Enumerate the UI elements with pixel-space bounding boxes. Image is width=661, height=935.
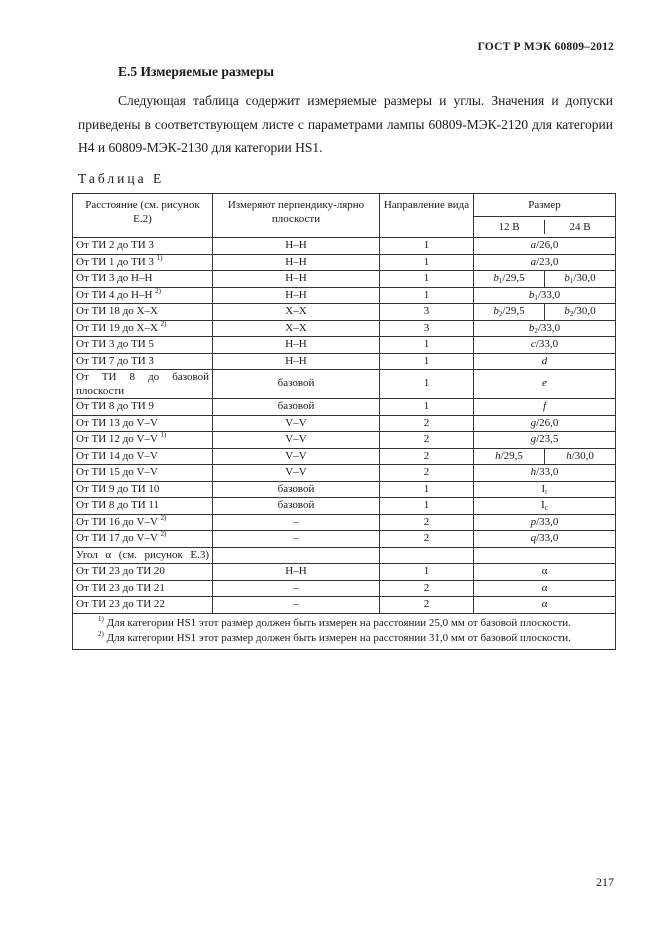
document-header: ГОСТ Р МЭК 60809–2012 bbox=[477, 41, 614, 53]
table-row bbox=[73, 432, 616, 449]
header-voltage bbox=[474, 217, 616, 238]
header-12v: 12 В bbox=[474, 220, 545, 234]
table-row bbox=[73, 399, 616, 416]
cell-view: 2 bbox=[380, 465, 474, 482]
header-size: Размер bbox=[474, 194, 616, 217]
cell-plane: V–V bbox=[213, 448, 380, 465]
cell-size bbox=[474, 271, 616, 288]
header-24v: 24 В bbox=[569, 221, 591, 233]
table-row bbox=[73, 370, 616, 399]
cell-distance: От ТИ 1 до ТИ 3 $^{1)}$ bbox=[73, 254, 213, 271]
cell-plane: V–V bbox=[213, 432, 380, 449]
cell-plane: Н–Н bbox=[213, 564, 380, 581]
cell-distance: От ТИ 8 до ТИ 9 bbox=[73, 399, 213, 416]
cell-view: 1 bbox=[380, 498, 474, 515]
cell-plane: Н–Н bbox=[213, 254, 380, 271]
cell-size: α bbox=[474, 597, 616, 614]
table-row bbox=[73, 597, 616, 614]
cell-view: 2 bbox=[380, 432, 474, 449]
cell-size-12v: $b_1/29,5$ bbox=[474, 271, 545, 287]
cell-size: q/33,0 bbox=[474, 531, 616, 548]
cell-distance: От ТИ 12 до V–V $^{1)}$ bbox=[73, 432, 213, 449]
cell-plane: базовой bbox=[213, 481, 380, 498]
page-number: 217 bbox=[596, 875, 614, 889]
cell-view: 3 bbox=[380, 304, 474, 321]
cell-size: a/23,0 bbox=[474, 254, 616, 271]
cell-view: 2 bbox=[380, 531, 474, 548]
table-footnotes bbox=[73, 613, 616, 649]
cell-distance: От ТИ 13 до V–V bbox=[73, 415, 213, 432]
cell-size bbox=[474, 304, 616, 321]
table-row bbox=[73, 481, 616, 498]
table-row bbox=[73, 238, 616, 255]
cell-distance: От ТИ 15 до V–V bbox=[73, 465, 213, 482]
cell-plane: – bbox=[213, 531, 380, 548]
table-row bbox=[73, 353, 616, 370]
cell-size: c/33,0 bbox=[474, 337, 616, 354]
table-row bbox=[73, 320, 616, 337]
cell-view: 1 bbox=[380, 353, 474, 370]
cell-plane: Н–Н bbox=[213, 353, 380, 370]
cell-plane: Н–Н bbox=[213, 337, 380, 354]
cell-size: α bbox=[474, 580, 616, 597]
cell-view: 1 bbox=[380, 337, 474, 354]
table-row bbox=[73, 254, 616, 271]
cell-view: 1 bbox=[380, 564, 474, 581]
intro-paragraph: Следующая таблица содержит измеряемые размеры и углы. Значения и допуски приведены в соответствующем листе с параметрами лампы 60809-МЭК-2120 для категории Н4 и 60809-МЭК-2130 для категории HS1. bbox=[78, 93, 613, 155]
cell-view: 2 bbox=[380, 514, 474, 531]
cell-view: 1 bbox=[380, 287, 474, 304]
cell-size-24v: h/30,0 bbox=[566, 449, 594, 462]
cell-plane: Н–Н bbox=[213, 238, 380, 255]
table-row bbox=[73, 304, 616, 321]
table-row bbox=[73, 547, 616, 564]
header-distance: Расстояние (см. рисунок Е.2) bbox=[73, 194, 213, 238]
header-perpendicular: Измеряют перпендику-лярно плоскости bbox=[213, 194, 380, 238]
cell-size: e bbox=[474, 370, 616, 399]
cell-distance: От ТИ 23 до ТИ 22 bbox=[73, 597, 213, 614]
cell-plane: – bbox=[213, 597, 380, 614]
cell-size bbox=[474, 547, 616, 564]
footnote-2: $^{2)}$ Для категории HS1 этот размер должен быть измерен на расстоянии 31,0 мм от базовой плоскости. bbox=[98, 629, 571, 644]
cell-plane: Н–Н bbox=[213, 271, 380, 288]
cell-view: 1 bbox=[380, 399, 474, 416]
cell-distance: От ТИ 14 до V–V bbox=[73, 448, 213, 465]
cell-size: α bbox=[474, 564, 616, 581]
cell-distance: От ТИ 3 до Н–Н bbox=[73, 271, 213, 288]
cell-view: 1 bbox=[380, 481, 474, 498]
cell-size-12v: h/29,5 bbox=[474, 449, 545, 465]
cell-view: 1 bbox=[380, 238, 474, 255]
cell-distance: От ТИ 23 до ТИ 21 bbox=[73, 580, 213, 597]
cell-plane bbox=[213, 547, 380, 564]
cell-size-24v: $b_1/30,0$ bbox=[564, 272, 596, 285]
cell-distance: От ТИ 16 до V–V $^{2)}$ bbox=[73, 514, 213, 531]
cell-view: 2 bbox=[380, 580, 474, 597]
cell-plane: Х–Х bbox=[213, 320, 380, 337]
footnote-1: $^{1)}$ Для категории HS1 этот размер должен быть измерен на расстоянии 25,0 мм от базовой плоскости. bbox=[98, 614, 571, 629]
cell-plane: базовой bbox=[213, 498, 380, 515]
cell-distance: От ТИ 3 до ТИ 5 bbox=[73, 337, 213, 354]
cell-view: 2 bbox=[380, 448, 474, 465]
cell-size: h/33,0 bbox=[474, 465, 616, 482]
table-row bbox=[73, 337, 616, 354]
table-row bbox=[73, 287, 616, 304]
cell-size-24v: $b_2/30,0$ bbox=[564, 305, 596, 318]
dimensions-table bbox=[72, 193, 616, 650]
cell-size: a/26,0 bbox=[474, 238, 616, 255]
cell-distance: От ТИ 9 до ТИ 10 bbox=[73, 481, 213, 498]
cell-plane: базовой bbox=[213, 370, 380, 399]
table-row bbox=[73, 498, 616, 515]
cell-view: 1 bbox=[380, 254, 474, 271]
table-row bbox=[73, 564, 616, 581]
table-row bbox=[73, 415, 616, 432]
cell-plane: V–V bbox=[213, 465, 380, 482]
cell-distance: От ТИ 8 до базовой плоскости bbox=[73, 370, 213, 399]
cell-distance: От ТИ 2 до ТИ 3 bbox=[73, 238, 213, 255]
table-row bbox=[73, 514, 616, 531]
cell-distance: Угол α (см. рисунок Е.3) bbox=[73, 547, 213, 564]
cell-size: f bbox=[474, 399, 616, 416]
cell-distance: От ТИ 17 до V–V $^{2)}$ bbox=[73, 531, 213, 548]
cell-view bbox=[380, 547, 474, 564]
cell-distance: От ТИ 18 до Х–Х bbox=[73, 304, 213, 321]
cell-view: 3 bbox=[380, 320, 474, 337]
cell-plane: – bbox=[213, 514, 380, 531]
cell-size: $b_2/33,0$ bbox=[474, 320, 616, 337]
cell-distance: От ТИ 23 до ТИ 20 bbox=[73, 564, 213, 581]
table-row bbox=[73, 531, 616, 548]
cell-size: g/23,5 bbox=[474, 432, 616, 449]
cell-plane: V–V bbox=[213, 415, 380, 432]
cell-size: g/26,0 bbox=[474, 415, 616, 432]
cell-distance: От ТИ 7 до ТИ 3 bbox=[73, 353, 213, 370]
cell-plane: – bbox=[213, 580, 380, 597]
cell-distance: От ТИ 4 до Н–Н $^{2)}$ bbox=[73, 287, 213, 304]
cell-view: 1 bbox=[380, 271, 474, 288]
cell-distance: От ТИ 8 до ТИ 11 bbox=[73, 498, 213, 515]
cell-plane: Х–Х bbox=[213, 304, 380, 321]
table-row bbox=[73, 580, 616, 597]
cell-size-12v: $b_2/29,5$ bbox=[474, 304, 545, 320]
cell-distance: От ТИ 19 до Х–Х $^{2)}$ bbox=[73, 320, 213, 337]
table-caption: Таблица Е bbox=[78, 171, 165, 186]
cell-size bbox=[474, 448, 616, 465]
cell-view: 1 bbox=[380, 370, 474, 399]
cell-size: $I_r$ bbox=[474, 481, 616, 498]
header-direction: Направление вида bbox=[380, 194, 474, 238]
cell-size: p/33,0 bbox=[474, 514, 616, 531]
table-row bbox=[73, 465, 616, 482]
cell-plane: базовой bbox=[213, 399, 380, 416]
table-row bbox=[73, 271, 616, 288]
cell-size: $I_c$ bbox=[474, 498, 616, 515]
section-title: Е.5 Измеряемые размеры bbox=[118, 64, 275, 79]
cell-size: $b_1/33,0$ bbox=[474, 287, 616, 304]
cell-size: d bbox=[474, 353, 616, 370]
cell-plane: Н–Н bbox=[213, 287, 380, 304]
cell-view: 2 bbox=[380, 415, 474, 432]
table-row bbox=[73, 448, 616, 465]
cell-view: 2 bbox=[380, 597, 474, 614]
